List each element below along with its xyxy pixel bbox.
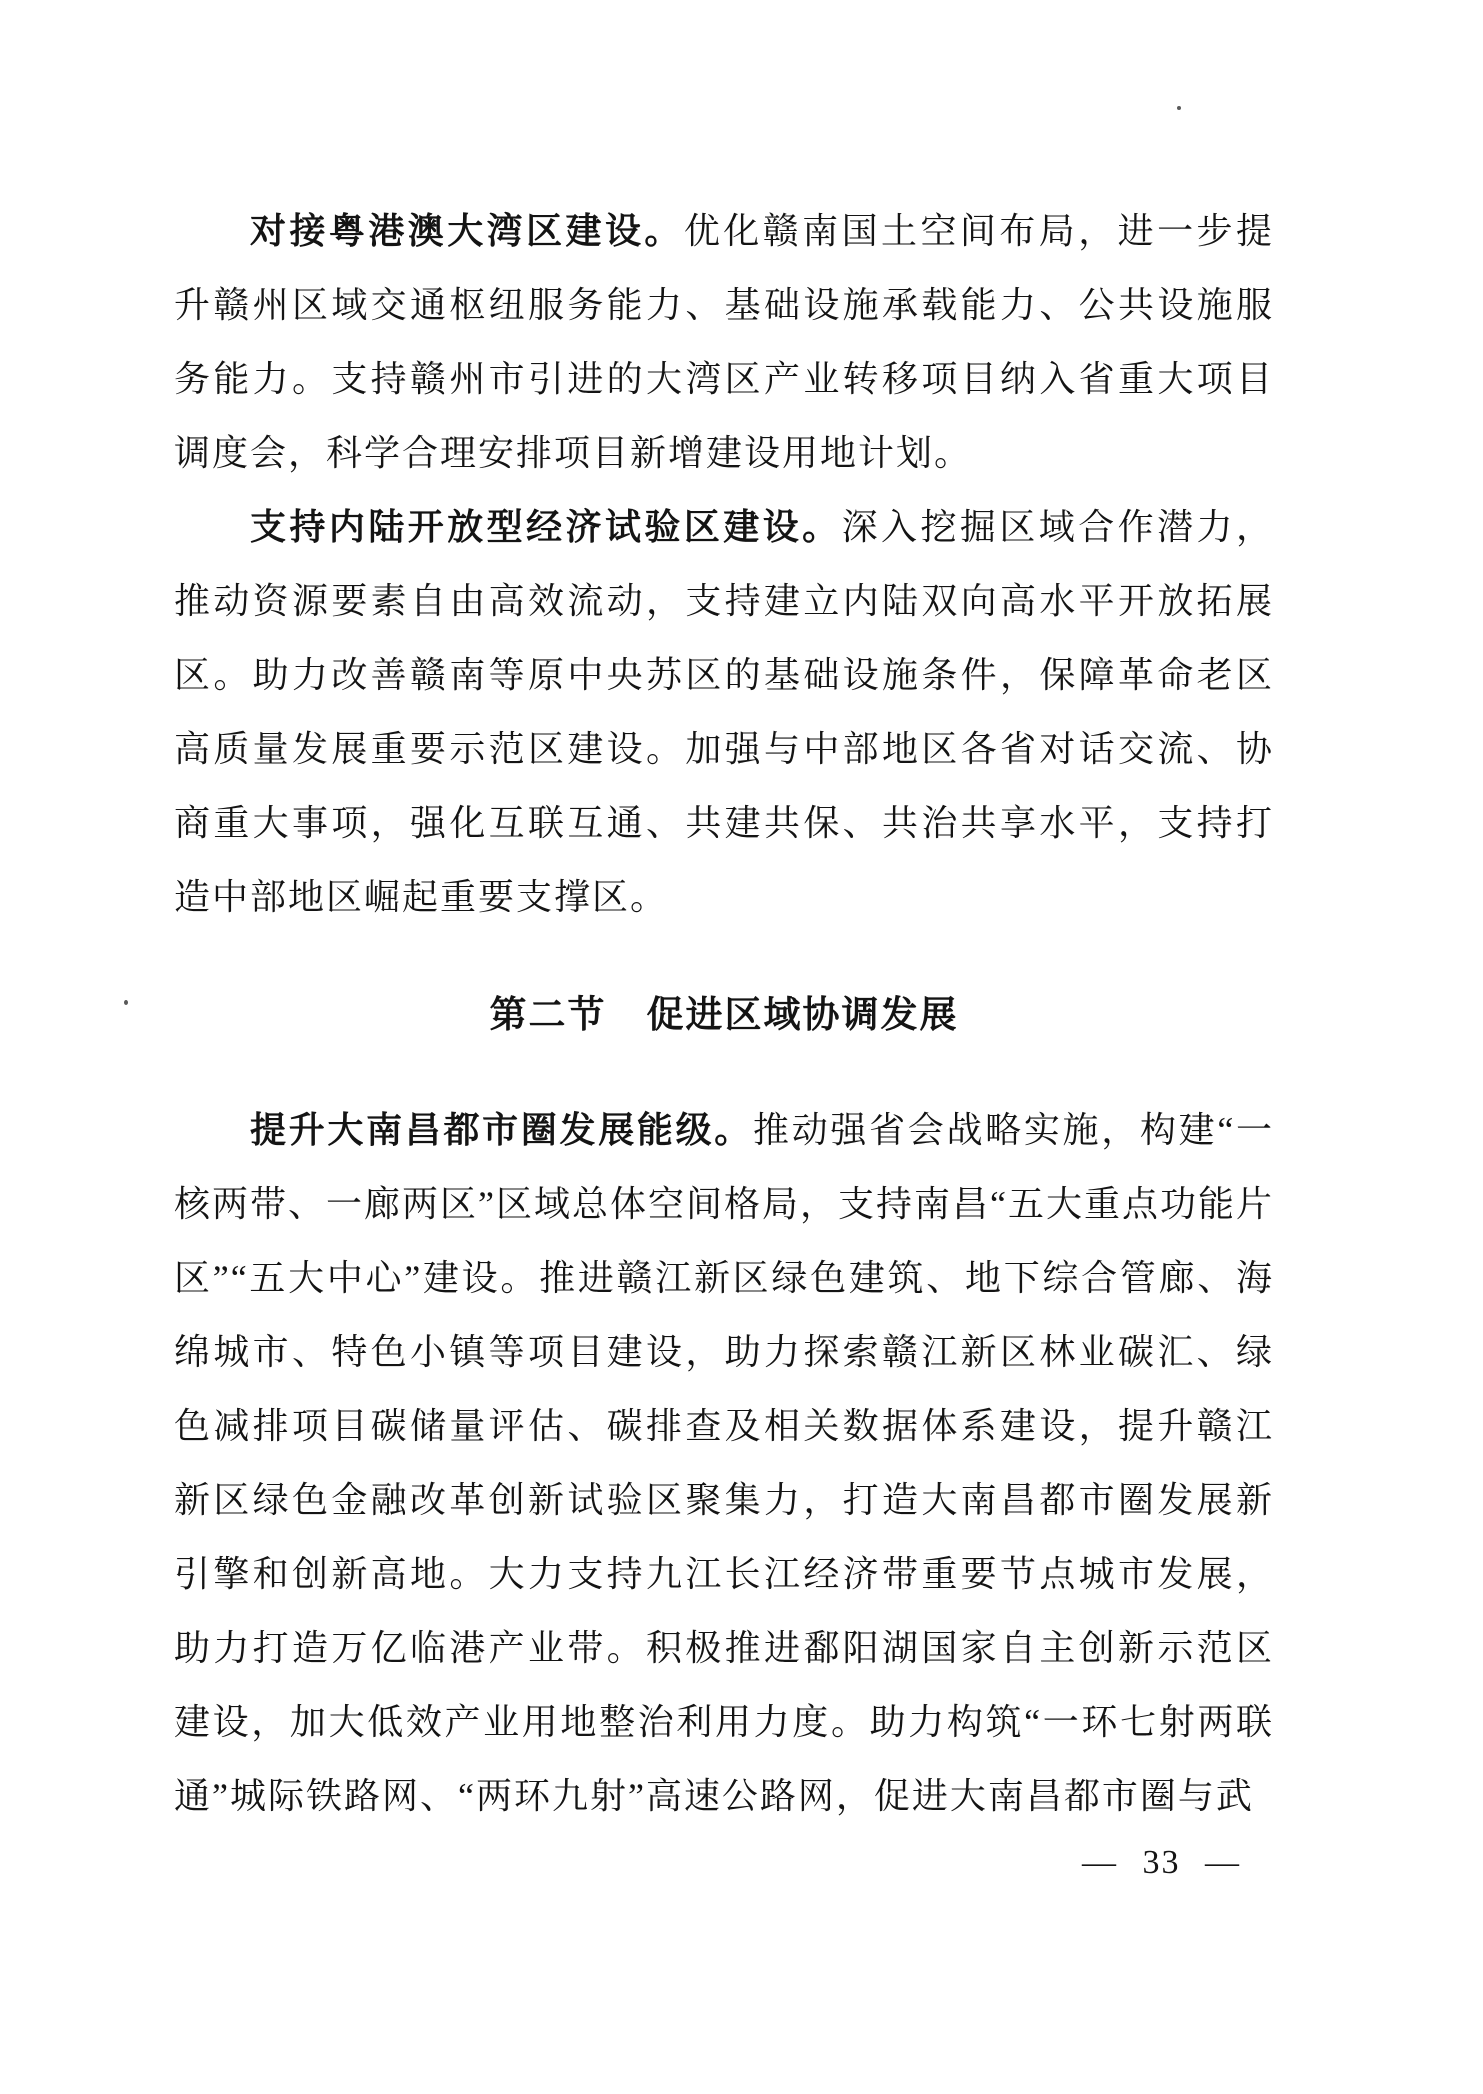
section-number: 第二节	[489, 995, 607, 1036]
section-title: 促进区域协调发展	[646, 995, 959, 1036]
body-text	[174, 194, 1274, 1833]
paragraph-3-lead: 提升大南昌都市圈发展能级。	[250, 1110, 754, 1150]
section-heading	[174, 979, 1274, 1053]
paragraph-2-lead: 支持内陆开放型经济试验区建设。	[250, 507, 842, 547]
paragraph-1-text: 优化赣南国土空间布局，进一步提升赣州区域交通枢纽服务能力、基础设施承载能力、公共设施服务能力。支持赣州市引进的大湾区产业转移项目纳入省重大项目调度会，科学合理安排项目新增建设用地计划。	[174, 211, 1274, 473]
paragraph-1-lead: 对接粤港澳大湾区建设。	[250, 211, 684, 251]
scan-speck-icon	[1177, 106, 1181, 110]
paragraph-3	[174, 1093, 1274, 1833]
page-number: — 33 —	[1082, 1844, 1241, 1881]
paragraph-2-text: 深入挖掘区域合作潜力，推动资源要素自由高效流动，支持建立内陆双向高水平开放拓展区。助力改善赣南等原中央苏区的基础设施条件，保障革命老区高质量发展重要示范区建设。加强与中部地区各省对话交流、协商重大事项，强化互联互通、共建共保、共治共享水平，支持打造中部地区崛起重要支撑区。	[174, 507, 1274, 917]
scan-speck-icon	[124, 1000, 128, 1005]
paragraph-1	[174, 194, 1274, 490]
paragraph-3-text: 推动强省会战略实施，构建“一核两带、一廊两区”区域总体空间格局，支持南昌“五大重点功能片区”“五大中心”建设。推进赣江新区绿色建筑、地下综合管廊、海绵城市、特色小镇等项目建设，助力探索赣江新区林业碳汇、绿色减排项目碳储量评估、碳排查及相关数据体系建设，提升赣江新区绿色金融改革创新试验区聚集力，打造大南昌都市圈发展新引擎和创新高地。大力支持九江长江经济带重要节点城市发展，助力打造万亿临港产业带。积极推进鄱阳湖国家自主创新示范区建设，加大低效产业用地整治利用力度。助力构筑“一环七射两联通”城际铁路网、“两环九射”高速公路网，促进大南昌都市圈与武	[174, 1110, 1274, 1816]
paragraph-2	[174, 490, 1274, 934]
